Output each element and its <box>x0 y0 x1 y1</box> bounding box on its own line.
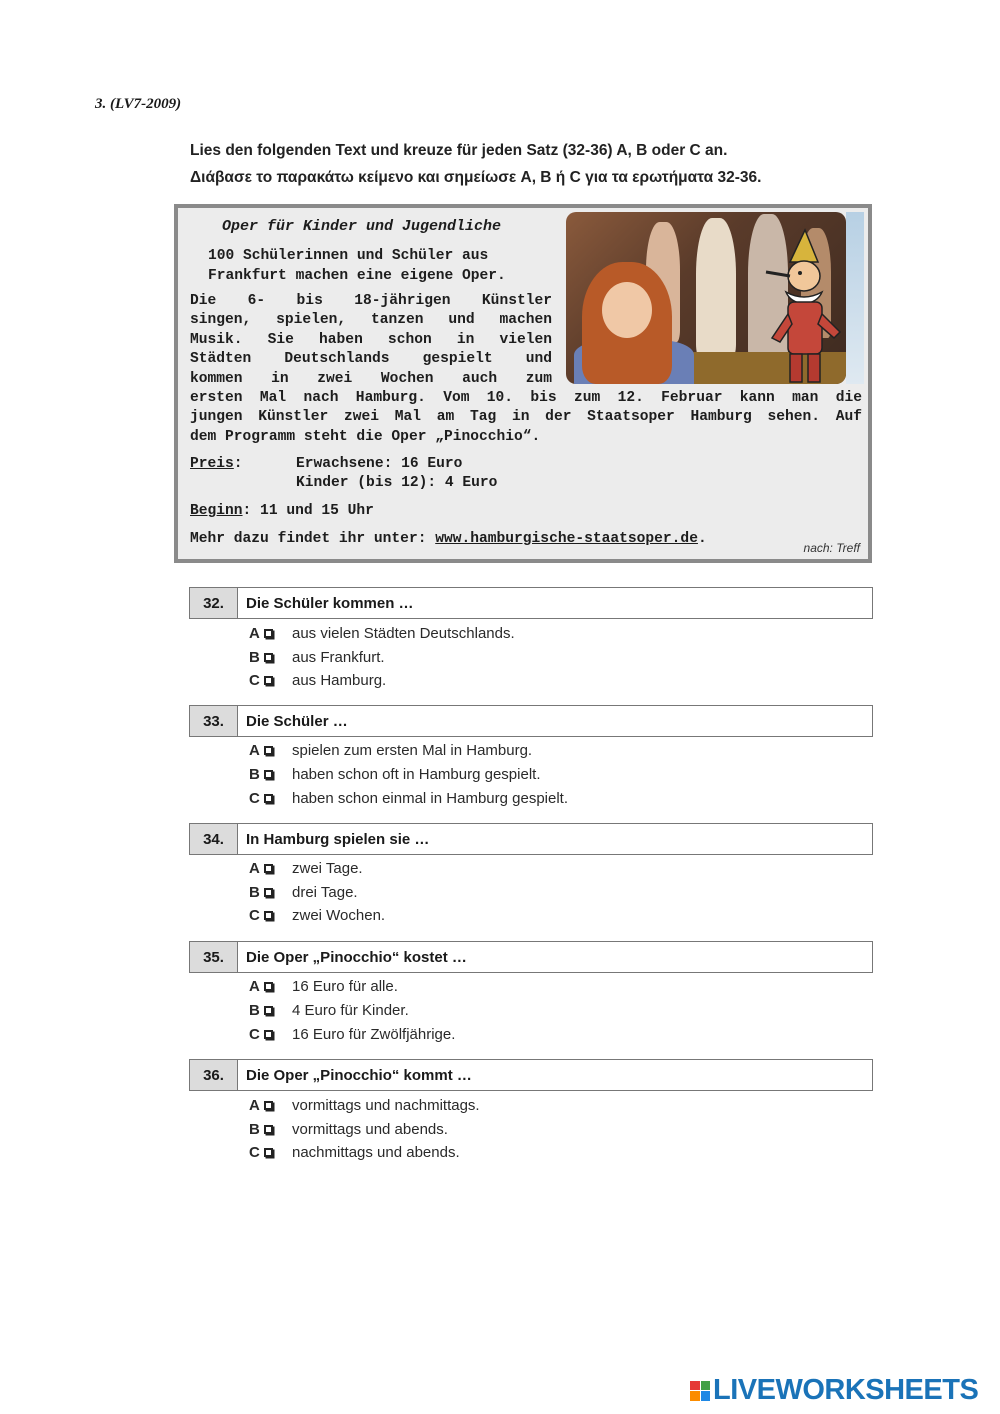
checkbox-icon[interactable] <box>264 982 273 991</box>
question-stem: Die Schüler … <box>246 712 348 730</box>
checkbox-icon[interactable] <box>264 888 273 897</box>
question-header <box>189 941 873 973</box>
article-source: nach: Treff <box>803 541 860 555</box>
question-stem: In Hamburg spielen sie … <box>246 830 430 848</box>
checkbox-icon[interactable] <box>264 1030 273 1039</box>
website-link[interactable]: www.hamburgische-staatsoper.de <box>435 531 698 547</box>
checkbox-icon[interactable] <box>264 653 273 662</box>
option-b[interactable]: B haben schon oft in Hamburg gespielt. <box>249 765 541 783</box>
article-title: Oper für Kinder und Jugendliche <box>222 218 502 235</box>
question-number: 33. <box>190 706 238 736</box>
question-number: 34. <box>190 824 238 854</box>
price-label: Preis <box>190 456 234 472</box>
option-c[interactable]: C aus Hamburg. <box>249 671 387 689</box>
question-number: 35. <box>190 942 238 972</box>
option-b[interactable]: B drei Tage. <box>249 883 358 901</box>
option-c[interactable]: C zwei Wochen. <box>249 906 386 924</box>
option-a[interactable]: A aus vielen Städten Deutschlands. <box>249 624 515 642</box>
logo-square <box>690 1391 700 1401</box>
option-a[interactable]: A vormittags und nachmittags. <box>249 1096 480 1114</box>
start-row: Beginn: 11 und 15 Uhr <box>190 503 374 519</box>
liveworksheets-logo <box>690 1374 978 1407</box>
option-b[interactable]: B 4 Euro für Kinder. <box>249 1001 409 1019</box>
option-c[interactable]: C haben schon einmal in Hamburg gespielt. <box>249 789 568 807</box>
question-header <box>189 1059 873 1091</box>
logo-text: LIVEWORKSHEETS <box>713 1374 979 1406</box>
question-number: 36. <box>190 1060 238 1090</box>
logo-square <box>701 1381 711 1391</box>
price-adults-row: Preis: Erwachsene: 16 Euro <box>190 456 463 472</box>
article-body-narrow: Die 6- bis 18-jährigen Künstler singen, spielen, tanzen und machen Musik. Sie haben schon in vielen Städten Deutschlands gespielt und kommen in zwei Wochen auch zum <box>190 293 552 387</box>
article-body-wide: ersten Mal nach Hamburg. Vom 10. bis zum 12. Februar kann man die jungen Künstler zwei Mal am Tag in der Staatsoper Hamburg sehen. Auf dem Programm steht die Oper „Pinocchio“. <box>190 390 862 445</box>
checkbox-icon[interactable] <box>264 794 273 803</box>
more-info-row: Mehr dazu findet ihr unter: www.hamburgische-staatsoper.de. <box>190 531 707 547</box>
logo-square <box>701 1391 711 1401</box>
start-label: Beginn <box>190 503 243 519</box>
option-b[interactable]: B vormittags und abends. <box>249 1120 448 1138</box>
question-header <box>189 823 873 855</box>
question-header <box>189 587 873 619</box>
price-adults: Erwachsene: 16 Euro <box>296 456 463 472</box>
checkbox-icon[interactable] <box>264 1101 273 1110</box>
price-children: Kinder (bis 12): 4 Euro <box>296 475 498 491</box>
article-box <box>174 204 872 563</box>
article-subtitle: 100 Schülerinnen und Schüler aus Frankfurt machen eine eigene Oper. <box>208 248 506 284</box>
question-stem: Die Oper „Pinocchio“ kostet … <box>246 948 467 966</box>
instruction-greek: Διάβασε το παρακάτω κείμενο και σημείωσε A, B ή C για τα ερωτήματα 32-36. <box>190 169 762 186</box>
option-a[interactable]: A 16 Euro für alle. <box>249 977 398 995</box>
question-number: 32. <box>190 588 238 618</box>
option-c[interactable]: C nachmittags und abends. <box>249 1143 460 1161</box>
checkbox-icon[interactable] <box>264 676 273 685</box>
logo-square <box>690 1381 700 1391</box>
checkbox-icon[interactable] <box>264 1125 273 1134</box>
checkbox-icon[interactable] <box>264 864 273 873</box>
checkbox-icon[interactable] <box>264 746 273 755</box>
checkbox-icon[interactable] <box>264 770 273 779</box>
checkbox-icon[interactable] <box>264 1148 273 1157</box>
instruction-german: Lies den folgenden Text und kreuze für jeden Satz (32-36) A, B oder C an. <box>190 142 728 159</box>
checkbox-icon[interactable] <box>264 1006 273 1015</box>
section-number: 3. (LV7-2009) <box>95 96 182 112</box>
pinocchio-illustration <box>760 228 850 384</box>
option-a[interactable]: A spielen zum ersten Mal in Hamburg. <box>249 741 533 759</box>
option-c[interactable]: C 16 Euro für Zwölfjährige. <box>249 1025 456 1043</box>
question-stem: Die Oper „Pinocchio“ kommt … <box>246 1066 472 1084</box>
question-stem: Die Schüler kommen … <box>246 594 414 612</box>
question-header <box>189 705 873 737</box>
checkbox-icon[interactable] <box>264 911 273 920</box>
option-b[interactable]: B aus Frankfurt. <box>249 648 385 666</box>
checkbox-icon[interactable] <box>264 629 273 638</box>
logo-icon <box>690 1381 710 1401</box>
option-a[interactable]: A zwei Tage. <box>249 859 363 877</box>
